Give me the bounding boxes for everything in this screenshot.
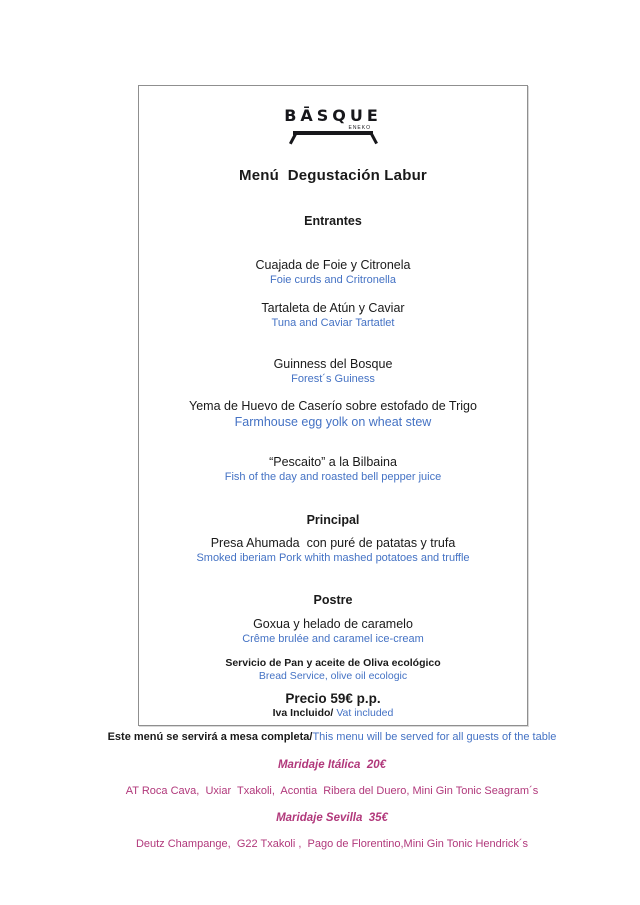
pairing-sevilla-items: Deutz Champange, G22 Txakoli , Pago de Florentino,Mini Gin Tonic Hendrick´s [135,838,529,850]
bench-bar [293,131,373,135]
dish-translation: Smoked iberiam Pork whith mashed potatoes and truffle [196,552,470,564]
dish-goxua [139,617,527,646]
menu-footer [24,730,640,850]
dish-cuajada [139,258,527,287]
price-label: Precio 59€ p.p. [285,691,381,706]
full-table-note [24,730,640,744]
section-heading-principal: Principal [306,513,360,527]
logo-subtext: ENEKO [348,125,371,131]
section-heading-postre: Postre [313,593,353,607]
bench-table-icon [293,127,373,145]
dish-name: Guinness del Bosque [273,357,393,371]
dish-tartaleta [139,301,527,330]
bench-left-leg [289,133,296,144]
dish-name: Yema de Huevo de Caserío sobre estofado de Trigo [189,399,477,413]
dish-translation: Crême brulée and caramel ice-cream [242,633,424,645]
full-table-note-es: Este menú se servirá a mesa completa/ [107,731,313,743]
dish-translation: Farmhouse egg yolk on wheat stew [234,415,432,429]
dish-guinness [139,357,527,386]
dish-yema [139,399,527,430]
service-note-es: Servicio de Pan y aceite de Oliva ecológico [225,657,441,669]
pairing-sevilla-title: Maridaje Sevilla 35€ [276,812,388,824]
dish-name: Presa Ahumada con puré de patatas y trufa [210,536,456,550]
pairing-italica-title: Maridaje Itálica 20€ [277,759,387,771]
dish-translation: Tuna and Caviar Tartatlet [271,317,395,329]
tax-note [139,707,527,720]
service-note-en: Bread Service, olive oil ecologic [258,670,408,682]
tax-note-en: Vat included [336,707,394,719]
dish-name: Cuajada de Foie y Citronela [255,258,411,272]
dish-name: “Pescaito” a la Bilbaina [269,455,397,469]
dish-translation: Foie curds and Critronella [270,274,396,286]
pairing-italica-items: AT Roca Cava, Uxiar Txakoli, Acontia Ribera del Duero, Mini Gin Tonic Seagram´s [125,785,539,797]
brand-text: BĀSQUE [284,106,382,125]
dish-name: Goxua y helado de caramelo [253,617,413,631]
full-table-note-en: This menu will be served for all guests of the table [312,731,557,743]
restaurant-logo [139,86,527,145]
menu-title: Menú Degustación Labur [239,167,427,184]
dish-translation: Fish of the day and roasted bell pepper juice [224,471,442,483]
bench-right-leg [370,133,377,144]
dish-pescaito [139,455,527,484]
tax-note-es: Iva Incluido/ [272,707,334,719]
dish-presa [139,536,527,565]
menu-card [138,85,528,726]
dish-name: Tartaleta de Atún y Caviar [261,301,405,315]
bread-service-note [139,657,527,683]
dish-translation: Forest´s Guiness [291,373,375,385]
section-heading-entrantes: Entrantes [304,214,362,228]
